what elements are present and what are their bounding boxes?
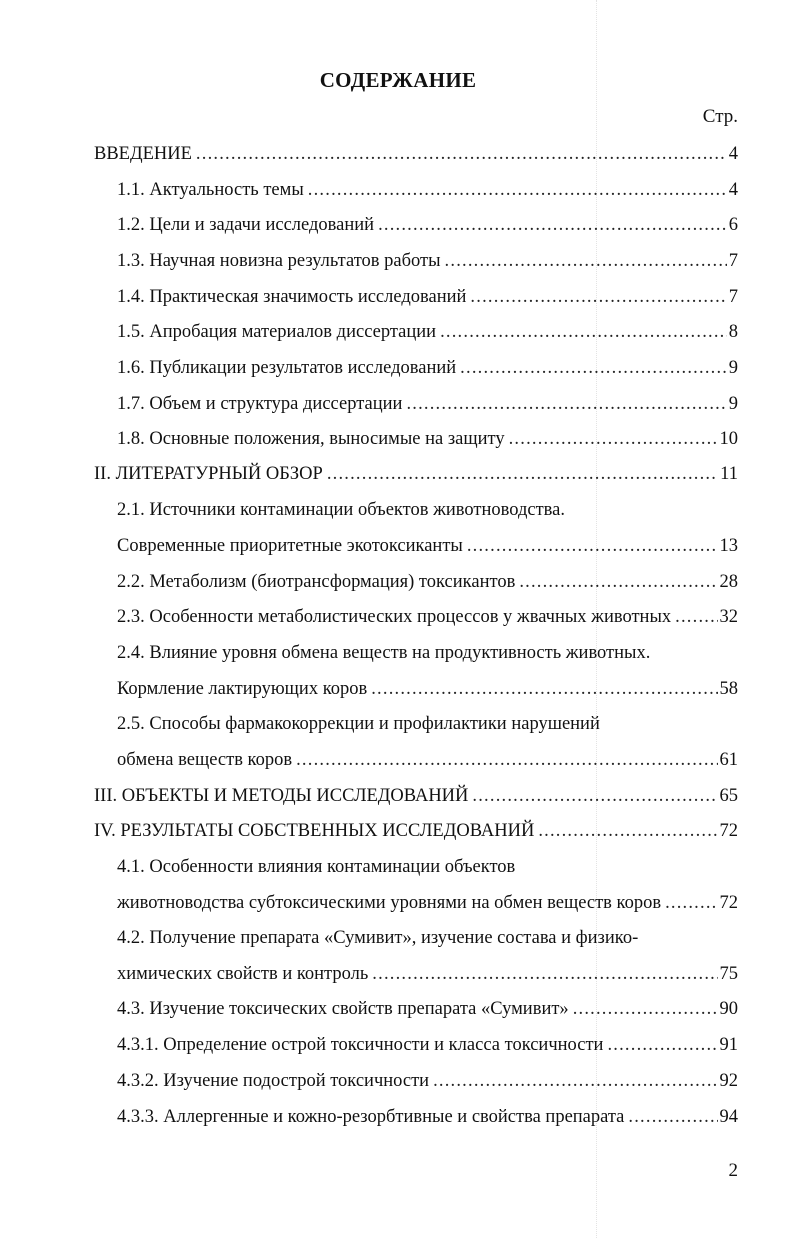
toc-entry-page: 75 xyxy=(719,964,738,984)
toc-entry-4-3-3[interactable] xyxy=(117,1105,738,1129)
toc-entry-label: IV. РЕЗУЛЬТАТЫ СОБСТВЕННЫХ ИССЛЕДОВАНИЙ xyxy=(94,821,535,841)
toc-entry-label: 4.3.3. Аллергенные и кожно-резорбтивные и свойства препарата xyxy=(117,1107,625,1127)
toc-entry-page: 32 xyxy=(719,607,738,627)
toc-entry-label: 4.3.2. Изучение подострой токсичности xyxy=(117,1071,430,1091)
toc-entry-label: 2.2. Метаболизм (биотрансформация) токсикантов xyxy=(117,572,516,592)
toc-entry-page: 11 xyxy=(720,464,738,484)
toc-entry-label: Кормление лактирующих коров xyxy=(117,679,368,699)
toc-entry-4-1-cont[interactable] xyxy=(117,891,738,915)
toc-entry-label: 2.3. Особенности метаболистических процессов у жвачных животных xyxy=(117,607,672,627)
toc-entry-4-2[interactable] xyxy=(117,926,738,950)
toc-entry-2-3[interactable] xyxy=(117,605,738,629)
toc-entry-4-3[interactable] xyxy=(117,997,738,1021)
toc-entry-1-6[interactable] xyxy=(117,356,738,380)
toc-entry-4-3-1[interactable] xyxy=(117,1033,738,1057)
toc-entry-label: ВВЕДЕНИЕ xyxy=(94,144,192,164)
toc-entry-label: 2.1. Источники контаминации объектов животноводства. xyxy=(117,500,566,520)
toc-entry-2-1-cont[interactable] xyxy=(117,534,738,558)
toc-entry-page: 7 xyxy=(728,287,738,307)
toc-entry-label: 4.1. Особенности влияния контаминации объектов xyxy=(117,857,516,877)
toc-entry-label: 1.8. Основные положения, выносимые на защиту xyxy=(117,429,505,449)
toc-entry-label: 1.5. Апробация материалов диссертации xyxy=(117,322,437,342)
toc-entry-label: II. ЛИТЕРАТУРНЫЙ ОБЗОР xyxy=(94,464,323,484)
toc-entry-page: 9 xyxy=(728,358,738,378)
toc-entry-page: 91 xyxy=(719,1035,738,1055)
page-title: СОДЕРЖАНИЕ xyxy=(319,68,477,92)
toc-entry-page: 72 xyxy=(719,893,738,913)
toc-entry-1-4[interactable] xyxy=(117,285,738,309)
toc-entry-label: 2.5. Способы фармакокоррекции и профилактики нарушений xyxy=(117,714,600,734)
toc-entry-page: 28 xyxy=(719,572,738,592)
page-column-header: Стр. xyxy=(702,106,738,127)
toc-entry-label: III. ОБЪЕКТЫ И МЕТОДЫ ИССЛЕДОВАНИЙ xyxy=(94,786,469,806)
toc-entry-label: 4.3. Изучение токсических свойств препарата «Сумивит» xyxy=(117,999,569,1019)
toc-entry-chapter-2[interactable] xyxy=(94,462,738,486)
toc-entry-page: 9 xyxy=(728,394,738,414)
toc-entry-2-4-cont[interactable] xyxy=(117,677,738,701)
toc-entry-4-1[interactable] xyxy=(117,855,738,879)
toc-entry-page: 4 xyxy=(728,144,738,164)
toc-entry-label: 1.2. Цели и задачи исследований xyxy=(117,215,375,235)
toc-entry-label: 4.3.1. Определение острой токсичности и класса токсичности xyxy=(117,1035,604,1055)
toc-entry-page: 8 xyxy=(728,322,738,342)
toc-entry-page: 94 xyxy=(719,1107,738,1127)
toc-entry-page: 13 xyxy=(719,536,738,556)
toc-entry-label: 1.4. Практическая значимость исследований xyxy=(117,287,467,307)
toc-entry-2-1[interactable] xyxy=(117,498,738,522)
toc-entry-introduction[interactable] xyxy=(94,142,738,166)
toc-entry-chapter-4[interactable] xyxy=(94,819,738,843)
page-number: 2 xyxy=(728,1160,738,1181)
toc-entry-page: 58 xyxy=(719,679,738,699)
toc-entry-2-2[interactable] xyxy=(117,570,738,594)
toc-entry-1-2[interactable] xyxy=(117,213,738,237)
toc-entry-label: 4.2. Получение препарата «Сумивит», изучение состава и физико- xyxy=(117,928,639,948)
toc-entry-label: Современные приоритетные экотоксиканты xyxy=(117,536,463,556)
toc-entry-chapter-3[interactable] xyxy=(94,784,738,808)
toc-entry-4-2-cont[interactable] xyxy=(117,962,738,986)
toc-entry-label: 1.6. Публикации результатов исследований xyxy=(117,358,457,378)
toc-entry-page: 4 xyxy=(728,180,738,200)
toc-entry-label: обмена веществ коров xyxy=(117,750,293,770)
toc-entry-1-5[interactable] xyxy=(117,320,738,344)
toc-entry-2-4[interactable] xyxy=(117,641,738,665)
toc-entry-label: животноводства субтоксическими уровнями на обмен веществ коров xyxy=(117,893,662,913)
toc-entry-label: 1.3. Научная новизна результатов работы xyxy=(117,251,441,271)
toc-entry-1-1[interactable] xyxy=(117,178,738,202)
toc-entry-label: 2.4. Влияние уровня обмена веществ на продуктивность животных. xyxy=(117,643,651,663)
toc-entry-page: 6 xyxy=(728,215,738,235)
toc-entry-2-5-cont[interactable] xyxy=(117,748,738,772)
toc-entry-label: химических свойств и контроль xyxy=(117,964,369,984)
toc-entry-page: 92 xyxy=(719,1071,738,1091)
toc-entry-page: 65 xyxy=(719,786,738,806)
toc-entry-page: 10 xyxy=(719,429,738,449)
toc-entry-page: 61 xyxy=(719,750,738,770)
toc-entry-page: 7 xyxy=(728,251,738,271)
toc-entry-4-3-2[interactable] xyxy=(117,1069,738,1093)
toc-entry-1-8[interactable] xyxy=(117,427,738,451)
toc-entry-page: 90 xyxy=(719,999,738,1019)
toc-entry-page: 72 xyxy=(719,821,738,841)
toc-entry-label: 1.1. Актуальность темы xyxy=(117,180,304,200)
toc-entry-1-7[interactable] xyxy=(117,392,738,416)
toc-entry-1-3[interactable] xyxy=(117,249,738,273)
toc-entry-label: 1.7. Объем и структура диссертации xyxy=(117,394,403,414)
toc-entry-2-5[interactable] xyxy=(117,712,738,736)
